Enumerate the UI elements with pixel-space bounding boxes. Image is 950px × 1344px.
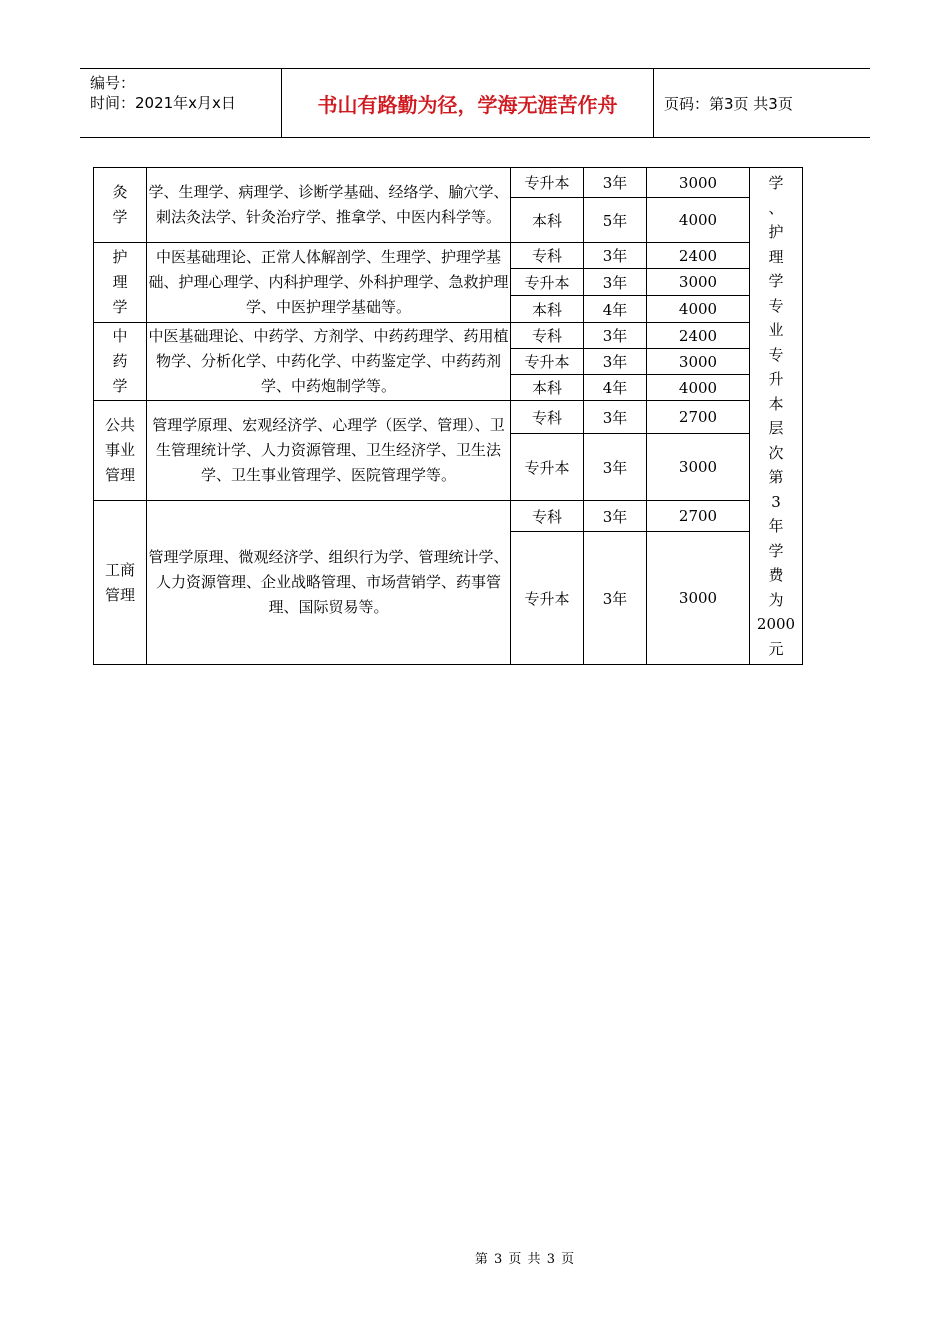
fee-cell: 2700 — [647, 401, 750, 434]
header-divider — [653, 69, 654, 137]
fee-cell: 3000 — [647, 349, 750, 375]
level-cell: 本科 — [511, 198, 584, 243]
fee-note-char: 专 — [768, 296, 784, 315]
years-cell: 3年 — [584, 501, 647, 532]
course-list: 中医基础理论、中药学、方剂学、中药药理学、药用植物学、分析化学、中药化学、中药鉴定学、中药药剂学、中药炮制学等。 — [147, 323, 511, 401]
level-cell: 专科 — [511, 401, 584, 434]
years-cell: 4年 — [584, 375, 647, 401]
fee-note-char: 业 — [768, 321, 784, 339]
fee-note — [750, 168, 803, 665]
header-meta — [90, 73, 280, 113]
fee-note-char: 元 — [768, 639, 784, 658]
page-footer: 第 3 页 共 3 页 — [474, 1252, 576, 1267]
fee-note-char: 升 — [768, 370, 784, 388]
header-page-number: 页码：第3页 共3页 — [664, 94, 793, 113]
fee-cell: 2400 — [647, 323, 750, 349]
level-cell: 专升本 — [511, 434, 584, 501]
level-cell: 专升本 — [511, 269, 584, 296]
years-cell: 3年 — [584, 349, 647, 375]
years-cell: 3年 — [584, 434, 647, 501]
level-cell: 专科 — [511, 501, 584, 532]
years-cell: 3年 — [584, 168, 647, 198]
major-cell: 灸 学 — [94, 168, 147, 243]
table-row — [94, 243, 803, 269]
major-cell: 工商 管理 — [94, 501, 147, 665]
level-cell: 本科 — [511, 375, 584, 401]
years-cell: 3年 — [584, 532, 647, 665]
major-cell: 护 理 学 — [94, 243, 147, 323]
level-cell: 专升本 — [511, 349, 584, 375]
fee-note-char: 学 — [768, 272, 784, 290]
fee-table — [93, 167, 803, 665]
major-cell: 公共 事业 管理 — [94, 401, 147, 501]
doc-time-label: 时间：2021年x月x日 — [90, 94, 236, 112]
fee-note-char: 3 — [771, 492, 781, 511]
fee-note-char: 费 — [768, 566, 784, 584]
header-motto: 书山有路勤为径，学海无涯苦作舟 — [317, 92, 618, 117]
fee-cell: 3000 — [647, 269, 750, 296]
doc-number-label: 编号： — [90, 74, 136, 92]
major-cell: 中 药 学 — [94, 323, 147, 401]
level-cell: 专升本 — [511, 532, 584, 665]
fee-note-char: 护 — [768, 223, 784, 241]
years-cell: 3年 — [584, 323, 647, 349]
table-row — [94, 168, 803, 198]
fee-note-char: 层 — [768, 419, 784, 437]
fee-cell: 4000 — [647, 375, 750, 401]
level-cell: 本科 — [511, 296, 584, 323]
fee-note-char: 、 — [768, 198, 784, 217]
fee-cell: 3000 — [647, 532, 750, 665]
course-list: 中医基础理论、正常人体解剖学、生理学、护理学基础、护理心理学、内科护理学、外科护理学、急救护理学、中医护理学基础等。 — [147, 243, 511, 323]
table-row — [94, 323, 803, 349]
course-list: 学、生理学、病理学、诊断学基础、经络学、腧穴学、刺法灸法学、针灸治疗学、推拿学、中医内科学等。 — [147, 168, 511, 243]
years-cell: 4年 — [584, 296, 647, 323]
course-list: 管理学原理、微观经济学、组织行为学、管理统计学、人力资源管理、企业战略管理、市场营销学、药事管理、国际贸易等。 — [147, 501, 511, 665]
fee-note-char: 为 — [768, 590, 784, 609]
fee-cell: 2700 — [647, 501, 750, 532]
fee-note-char: 年 — [768, 517, 784, 535]
years-cell: 3年 — [584, 269, 647, 296]
years-cell: 3年 — [584, 401, 647, 434]
level-cell: 专科 — [511, 323, 584, 349]
fee-note-char: 第 — [768, 468, 784, 486]
fee-note-char: 学 — [768, 174, 784, 192]
page-header — [80, 68, 870, 138]
table-row — [94, 401, 803, 434]
table-row — [94, 501, 803, 532]
fee-cell: 3000 — [647, 168, 750, 198]
years-cell: 3年 — [584, 243, 647, 269]
fee-note-char: 2000 — [756, 615, 796, 633]
years-cell: 5年 — [584, 198, 647, 243]
fee-cell: 4000 — [647, 296, 750, 323]
fee-note-char: 理 — [768, 247, 784, 266]
fee-cell: 4000 — [647, 198, 750, 243]
fee-cell: 2400 — [647, 243, 750, 269]
fee-note-char: 学 — [768, 541, 784, 560]
fee-note-char: 本 — [768, 394, 784, 413]
fee-note-char: 次 — [768, 443, 784, 462]
fee-note-char: 专 — [768, 345, 784, 364]
level-cell: 专科 — [511, 243, 584, 269]
level-cell: 专升本 — [511, 168, 584, 198]
course-list: 管理学原理、宏观经济学、心理学（医学、管理）、卫生管理统计学、人力资源管理、卫生经济学、卫生法学、卫生事业管理学、医院管理学等。 — [147, 401, 511, 501]
fee-cell: 3000 — [647, 434, 750, 501]
